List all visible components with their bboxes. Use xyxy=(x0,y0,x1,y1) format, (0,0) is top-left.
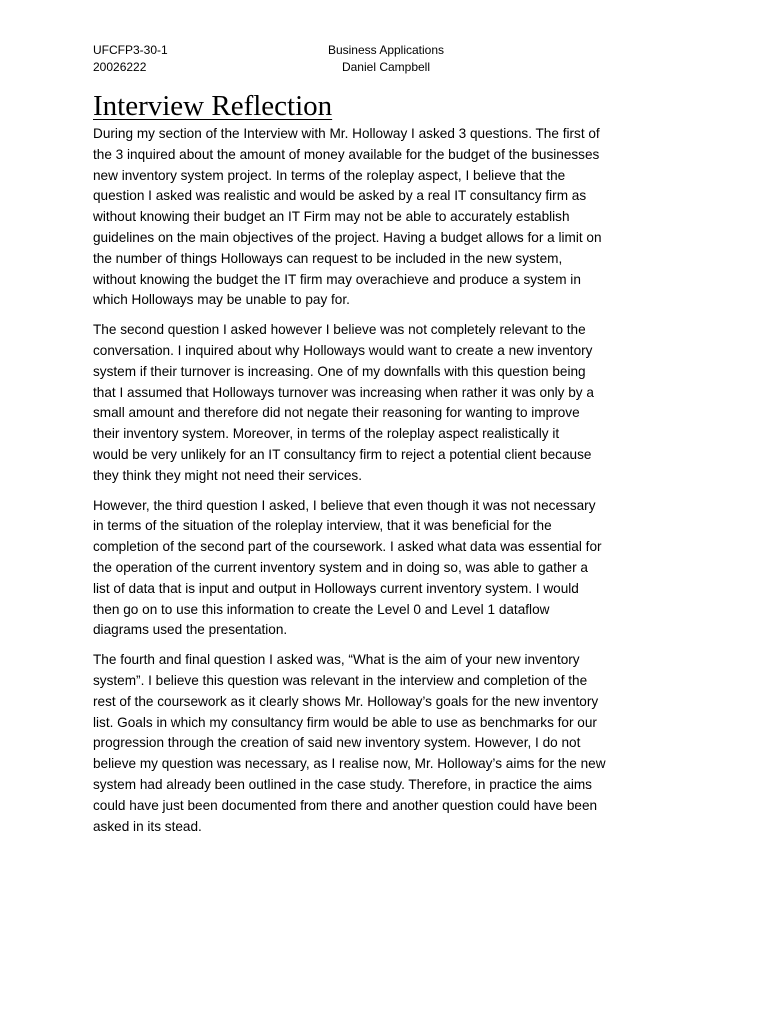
text-line: that I assumed that Holloways turnover was increasing when rather it was only by a xyxy=(93,384,594,400)
text-line: system”. I believe this question was relevant in the interview and completion of the xyxy=(93,672,588,688)
text-line: could have just been documented from there and another question could have been xyxy=(93,797,598,813)
student-number: 20026222 xyxy=(93,60,147,74)
text-line: The fourth and final question I asked was, “What is the aim of your new inventory xyxy=(93,652,580,668)
header-left xyxy=(93,42,168,76)
text-line: During my section of the Interview with Mr. Holloway I asked 3 questions. The first of xyxy=(93,126,600,141)
text-line: list. Goals in which my consultancy firm would be able to use as benchmarks for our xyxy=(93,714,597,730)
text-line: asked in its stead. xyxy=(93,818,202,834)
text-line: in terms of the situation of the roleplay interview, that it was beneficial for the xyxy=(93,518,552,534)
text-line: progression through the creation of said new inventory system. However, I do not xyxy=(93,735,581,751)
document-body xyxy=(93,124,678,846)
paragraph-3 xyxy=(93,496,678,642)
text-line: the number of things Holloways can request to be included in the new system, xyxy=(93,250,563,266)
text-line: which Holloways may be unable to pay for. xyxy=(93,292,350,308)
text-line: the operation of the current inventory system and in doing so, was able to gather a xyxy=(93,559,588,575)
author-name: Daniel Campbell xyxy=(341,60,431,74)
text-line: their inventory system. Moreover, in terms of the roleplay aspect realistically it xyxy=(93,426,560,442)
text-line: system if their turnover is increasing. One of my downfalls with this question being xyxy=(93,363,586,379)
header-center xyxy=(321,42,451,76)
text-line: list of data that is input and output in Holloways current inventory system. I would xyxy=(93,580,579,596)
module-name: Business Applications xyxy=(327,43,445,57)
paragraph-4 xyxy=(93,650,678,837)
module-code: UFCFP3-30-1 xyxy=(93,43,168,57)
text-line: they think they might not need their services. xyxy=(93,467,362,483)
text-line: The second question I asked however I believe was not completely relevant to the xyxy=(93,322,586,338)
text-line: rest of the coursework as it clearly shows Mr. Holloway’s goals for the new inventory xyxy=(93,693,599,709)
text-line: system had already been outlined in the case study. Therefore, in practice the aims xyxy=(93,776,592,792)
text-line: the 3 inquired about the amount of money available for the budget of the businesses xyxy=(93,146,600,162)
document-title: Interview Reflection xyxy=(93,90,333,122)
text-line: without knowing their budget an IT Firm may not be able to accurately establish xyxy=(93,209,570,225)
paragraph-1 xyxy=(93,124,678,311)
text-line: small amount and therefore did not negate their reasoning for wanting to improve xyxy=(93,405,580,421)
text-line: new inventory system project. In terms of the roleplay aspect, I believe that the xyxy=(93,167,566,183)
text-line: diagrams used the presentation. xyxy=(93,622,288,638)
page-header xyxy=(93,42,693,78)
text-line: would be very unlikely for an IT consultancy firm to reject a potential client because xyxy=(93,446,592,462)
text-line: believe my question was necessary, as I realise now, Mr. Holloway’s aims for the new xyxy=(93,756,606,772)
text-line: completion of the second part of the coursework. I asked what data was essential for xyxy=(93,539,602,555)
text-line: However, the third question I asked, I believe that even though it was not necessary xyxy=(93,497,596,513)
text-line: question I asked was realistic and would be asked by a real IT consultancy firm as xyxy=(93,188,587,204)
paragraph-2 xyxy=(93,320,678,486)
text-line: guidelines on the main objectives of the project. Having a budget allows for a limit on xyxy=(93,229,602,245)
text-line: then go on to use this information to create the Level 0 and Level 1 dataflow xyxy=(93,601,550,617)
text-line: without knowing the budget the IT firm may overachieve and produce a system in xyxy=(93,271,581,287)
text-line: conversation. I inquired about why Holloways would want to create a new inventory xyxy=(93,342,593,358)
